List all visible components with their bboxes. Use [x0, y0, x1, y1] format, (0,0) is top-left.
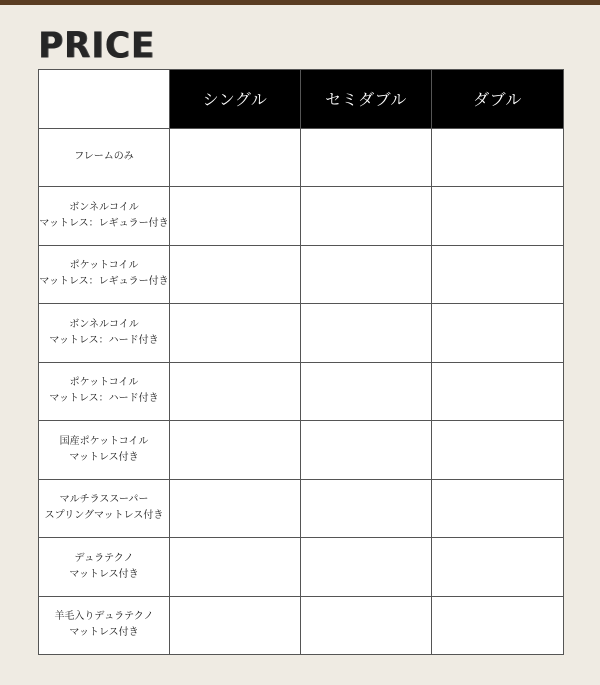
price-cell [170, 304, 301, 363]
row-label-line2: マットレス：レギュラー付き [39, 276, 169, 288]
price-cell [170, 479, 301, 538]
price-cell [301, 479, 432, 538]
price-cell [432, 128, 564, 187]
table-row [39, 304, 564, 363]
row-label-line1: ポケットコイル [69, 377, 139, 389]
row-label [39, 421, 170, 480]
row-label-line1: 国産ポケットコイル [59, 435, 149, 447]
price-cell [301, 187, 432, 246]
table-row [39, 187, 564, 246]
price-cell [432, 538, 564, 597]
top-border-bar [0, 0, 600, 5]
row-label [39, 187, 170, 246]
row-label-line1: マルチラススーパー [59, 494, 149, 506]
row-label-line2: スプリングマットレス付き [44, 510, 164, 522]
price-cell [170, 596, 301, 655]
price-table [38, 69, 564, 655]
price-cell [432, 187, 564, 246]
row-label-line2: マットレス：ハード付き [49, 334, 159, 346]
row-label-line1: ボンネルコイル [69, 318, 139, 330]
column-header-double: ダブル [432, 70, 564, 129]
row-label-line1: ポケットコイル [69, 260, 139, 272]
row-label-line1: ボンネルコイル [69, 201, 139, 213]
row-label [39, 362, 170, 421]
table-corner-cell [39, 70, 170, 129]
table-row [39, 479, 564, 538]
row-label [39, 128, 170, 187]
row-label-line1: デュラテクノ [74, 552, 134, 564]
row-label [39, 538, 170, 597]
price-cell [170, 538, 301, 597]
price-cell [432, 596, 564, 655]
row-label [39, 479, 170, 538]
price-cell [432, 362, 564, 421]
price-cell [301, 128, 432, 187]
price-cell [170, 245, 301, 304]
price-cell [432, 245, 564, 304]
price-cell [432, 479, 564, 538]
row-label-line2: マットレス：レギュラー付き [39, 217, 169, 229]
row-label-line2: マットレス付き [69, 451, 139, 463]
table-row [39, 128, 564, 187]
price-cell [170, 128, 301, 187]
price-cell [432, 421, 564, 480]
price-cell [301, 596, 432, 655]
column-header-single: シングル [170, 70, 301, 129]
price-cell [170, 362, 301, 421]
page-title: PRICE [38, 25, 155, 67]
row-label-line2: マットレス：ハード付き [49, 393, 159, 405]
price-cell [170, 421, 301, 480]
price-cell [301, 362, 432, 421]
price-cell [432, 304, 564, 363]
column-header-semi-double: セミダブル [301, 70, 432, 129]
price-cell [170, 187, 301, 246]
row-label-line2: マットレス付き [69, 627, 139, 639]
price-cell [301, 304, 432, 363]
table-row [39, 596, 564, 655]
row-label-line1: フレームのみ [74, 151, 134, 163]
price-cell [301, 421, 432, 480]
row-label-line1: 羊毛入りデュラテクノ [54, 611, 154, 623]
table-row [39, 245, 564, 304]
table-row [39, 362, 564, 421]
row-label-line2: マットレス付き [69, 568, 139, 580]
row-label [39, 304, 170, 363]
table-header-row [39, 70, 564, 129]
price-cell [301, 245, 432, 304]
table-row [39, 421, 564, 480]
table-row [39, 538, 564, 597]
row-label [39, 245, 170, 304]
price-cell [301, 538, 432, 597]
row-label [39, 596, 170, 655]
